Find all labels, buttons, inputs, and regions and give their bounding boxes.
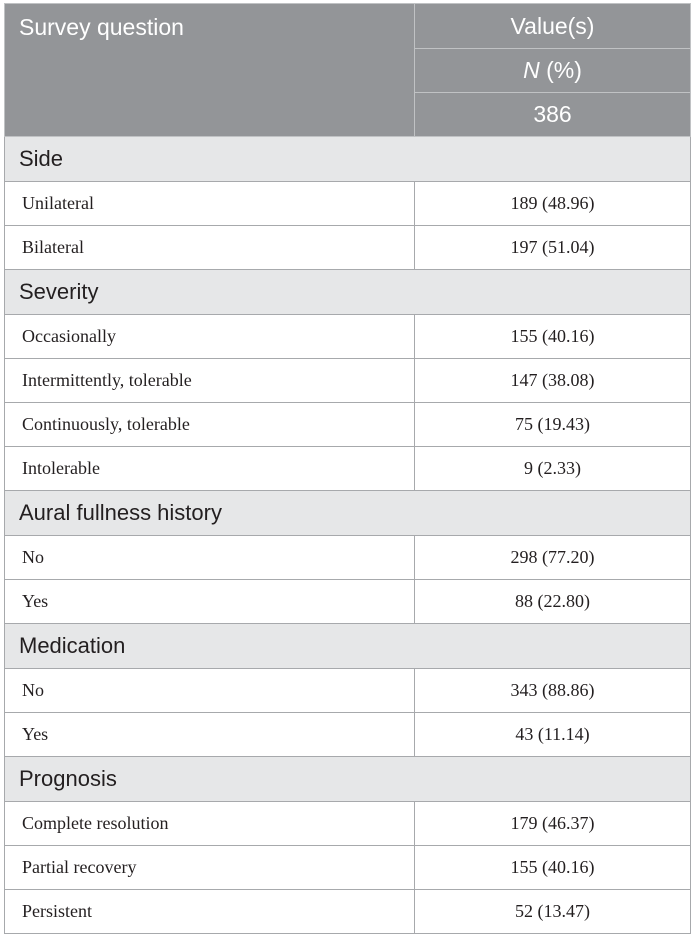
table-row [5,536,691,580]
question-cell: No [5,536,415,580]
value-cell: 155 (40.16) [415,315,691,359]
section-row-severity [5,270,691,315]
question-cell: Yes [5,713,415,757]
value-cell: 189 (48.96) [415,182,691,226]
total-count: 386 [415,93,691,137]
table-row [5,713,691,757]
section-row-aural-fullness-history [5,491,691,536]
section-title: Medication [5,624,691,669]
value-cell: 179 (46.37) [415,802,691,846]
n-label: N [523,57,540,83]
table-row [5,580,691,624]
question-cell: Partial recovery [5,846,415,890]
table-body [5,137,691,934]
question-cell: Continuously, tolerable [5,403,415,447]
question-cell: Intermittently, tolerable [5,359,415,403]
percent-label: (%) [546,57,582,83]
section-title: Prognosis [5,757,691,802]
value-cell: 298 (77.20) [415,536,691,580]
question-cell: Bilateral [5,226,415,270]
table-row [5,315,691,359]
section-row-side [5,137,691,182]
value-cell: 75 (19.43) [415,403,691,447]
question-cell: Yes [5,580,415,624]
value-cell: 88 (22.80) [415,580,691,624]
table-row [5,846,691,890]
question-cell: Unilateral [5,182,415,226]
value-cell: 52 (13.47) [415,890,691,934]
value-cell: 343 (88.86) [415,669,691,713]
column-header-survey-question: Survey question [5,4,415,137]
question-cell: No [5,669,415,713]
table-header [5,4,691,137]
value-cell: 9 (2.33) [415,447,691,491]
section-title: Aural fullness history [5,491,691,536]
table-row [5,802,691,846]
table-row [5,403,691,447]
value-cell: 197 (51.04) [415,226,691,270]
table-row [5,359,691,403]
table-row [5,447,691,491]
table-row [5,182,691,226]
table-row [5,890,691,934]
section-row-medication [5,624,691,669]
question-cell: Complete resolution [5,802,415,846]
n-percent-header [415,49,691,93]
section-title: Side [5,137,691,182]
column-header-values: Value(s) [415,4,691,49]
section-row-prognosis [5,757,691,802]
value-cell: 43 (11.14) [415,713,691,757]
survey-table [4,3,691,934]
table-row [5,226,691,270]
value-cell: 147 (38.08) [415,359,691,403]
question-cell: Occasionally [5,315,415,359]
section-title: Severity [5,270,691,315]
question-cell: Intolerable [5,447,415,491]
value-cell: 155 (40.16) [415,846,691,890]
question-cell: Persistent [5,890,415,934]
table-row [5,669,691,713]
